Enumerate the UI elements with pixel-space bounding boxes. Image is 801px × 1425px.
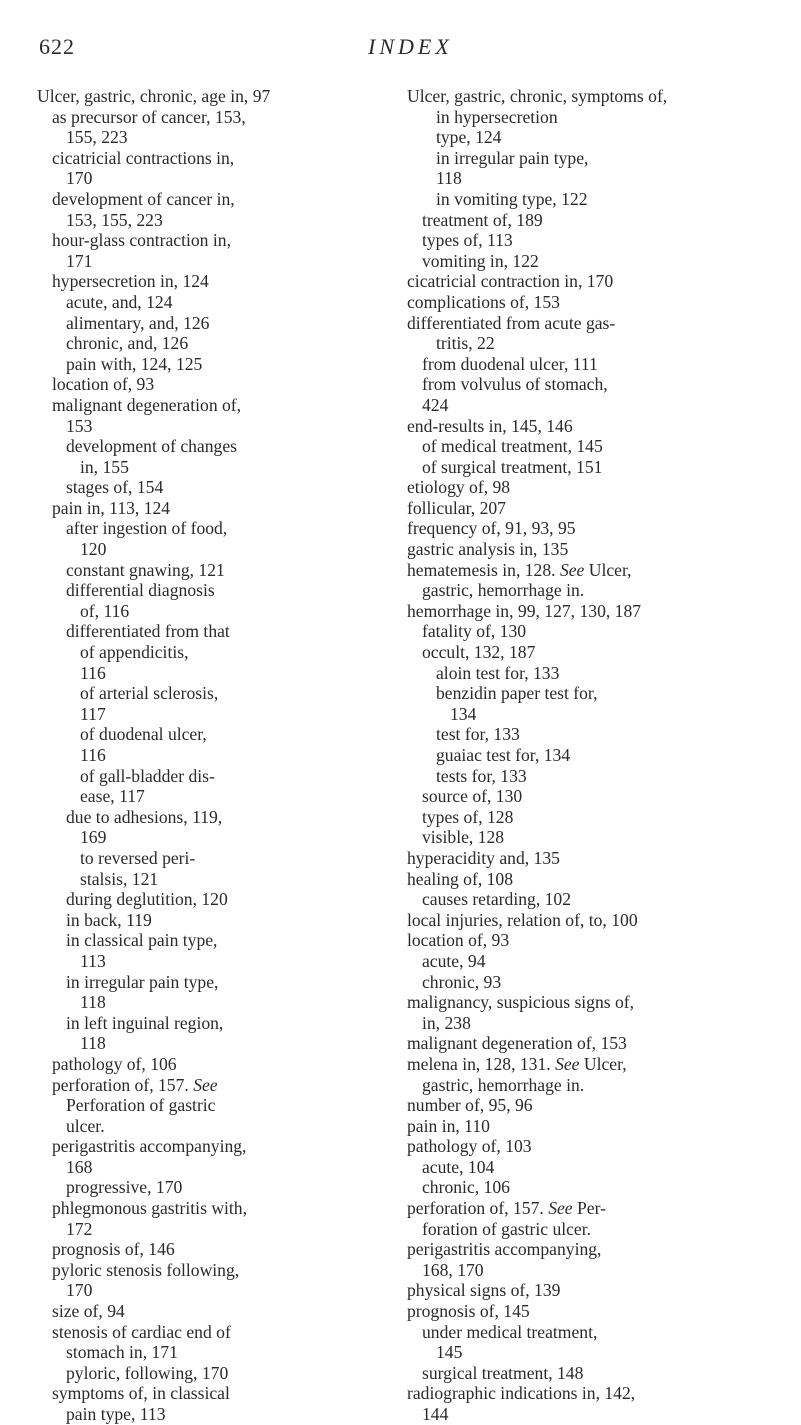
index-entry: development of cancer in,: [52, 188, 235, 209]
index-entry: 144: [422, 1404, 449, 1424]
index-entry: melena in, 128, 131. See Ulcer,: [407, 1053, 627, 1074]
index-entry: to reversed peri-: [80, 847, 196, 868]
index-entry: 145: [436, 1342, 463, 1363]
index-entry: tests for, 133: [436, 765, 527, 786]
index-entry: 424: [422, 394, 449, 415]
index-entry: in, 155: [80, 456, 129, 477]
index-entry: causes retarding, 102: [422, 889, 572, 910]
index-entry: gastric, hemorrhage in.: [422, 580, 585, 601]
index-entry: during deglutition, 120: [66, 889, 228, 910]
index-entry: of surgical treatment, 151: [422, 456, 603, 477]
index-entry: benzidin paper test for,: [436, 683, 598, 704]
page-number: 622: [39, 34, 75, 59]
index-entry: malignant degeneration of,: [52, 394, 242, 415]
index-entry: etiology of, 98: [407, 477, 511, 498]
index-entry: 118: [436, 168, 462, 189]
index-entry: chronic, and, 126: [66, 333, 189, 354]
index-entry: pain in, 110: [407, 1115, 490, 1136]
index-entry: location of, 93: [407, 930, 510, 951]
index-entry: number of, 95, 96: [407, 1095, 533, 1116]
index-entry: perforation of, 157. See: [52, 1074, 218, 1095]
index-entry: occult, 132, 187: [422, 642, 536, 663]
index-entry: 116: [80, 745, 106, 765]
index-entry: differentiated from acute gas-: [407, 312, 616, 333]
index-entry: tritis, 22: [436, 333, 495, 354]
index-entry: Ulcer, gastric, chronic, symptoms of,: [407, 86, 668, 106]
index-entry: local injuries, relation of, to, 100: [407, 909, 638, 930]
index-entry: symptoms of, in classical: [52, 1383, 230, 1404]
index-entry: 120: [80, 539, 107, 560]
index-entry: types of, 113: [422, 230, 513, 251]
index-entry: follicular, 207: [407, 497, 506, 518]
index-entry: source of, 130: [422, 786, 523, 807]
index-entry: cicatricial contractions in,: [52, 147, 235, 168]
index-entry: after ingestion of food,: [66, 518, 228, 539]
index-entry: 168, 170: [422, 1259, 484, 1280]
index-entry: in, 238: [422, 1012, 471, 1033]
index-entry: 116: [80, 662, 106, 683]
index-entry: under medical treatment,: [422, 1321, 598, 1342]
index-entry: pathology of, 106: [52, 1053, 177, 1074]
index-entry: of appendicitis,: [80, 642, 189, 663]
index-entry: 170: [66, 168, 93, 189]
index-entry: pain type, 113: [66, 1404, 166, 1424]
index-entry: 113: [80, 950, 106, 971]
index-entry: development of changes: [66, 436, 237, 457]
index-entry: pain in, 113, 124: [52, 497, 171, 518]
index-entry: in vomiting type, 122: [436, 188, 588, 209]
index-entry: stomach in, 171: [66, 1342, 178, 1363]
index-entry: test for, 133: [436, 724, 520, 745]
index-entry: perigastritis accompanying,: [407, 1239, 602, 1260]
index-entry: malignant degeneration of, 153: [407, 1033, 627, 1054]
index-entry: hematemesis in, 128. See Ulcer,: [407, 559, 632, 580]
index-entry: 171: [66, 250, 93, 271]
index-entry: from duodenal ulcer, 111: [422, 353, 598, 374]
index-entry: visible, 128: [422, 827, 505, 848]
index-column-left: [37, 86, 382, 1425]
index-entry: in hypersecretion: [436, 106, 558, 127]
index-entry: types of, 128: [422, 806, 514, 827]
index-entry: pyloric, following, 170: [66, 1362, 229, 1383]
index-entry: physical signs of, 139: [407, 1280, 561, 1301]
index-entry: type, 124: [436, 127, 502, 148]
index-entry: constant gnawing, 121: [66, 559, 225, 580]
index-entry: 134: [450, 703, 477, 724]
page-header: [0, 34, 801, 74]
index-entry: 169: [80, 827, 107, 848]
index-entry: perforation of, 157. See Per-: [407, 1198, 606, 1219]
index-entry: Ulcer, gastric, chronic, age in, 97: [37, 86, 271, 106]
index-entry: differential diagnosis: [66, 580, 215, 601]
index-entry: aloin test for, 133: [436, 662, 560, 683]
index-entry: pain with, 124, 125: [66, 353, 203, 374]
index-entry: 153, 155, 223: [66, 209, 163, 230]
index-entry: of duodenal ulcer,: [80, 724, 207, 745]
index-entry: treatment of, 189: [422, 209, 543, 230]
index-entry: gastric analysis in, 135: [407, 539, 569, 560]
index-entry: acute, 104: [422, 1156, 495, 1177]
index-entry: of arterial sclerosis,: [80, 683, 219, 704]
index-entry: differentiated from that: [66, 621, 230, 642]
index-entry: alimentary, and, 126: [66, 312, 210, 333]
index-column-right: [407, 86, 779, 1425]
index-entry: of, 116: [80, 600, 130, 621]
index-entry: due to adhesions, 119,: [66, 806, 223, 827]
index-entry: radiographic indications in, 142,: [407, 1383, 636, 1404]
index-entry: chronic, 106: [422, 1177, 510, 1198]
index-entry: hyperacidity and, 135: [407, 847, 560, 868]
index-entry: in irregular pain type,: [436, 147, 589, 168]
index-entry: complications of, 153: [407, 291, 560, 312]
index-entry: location of, 93: [52, 374, 155, 395]
index-entry: foration of gastric ulcer.: [422, 1218, 592, 1239]
index-entry: in irregular pain type,: [66, 971, 219, 992]
index-entry: Perforation of gastric: [66, 1095, 216, 1116]
index-entry: ease, 117: [80, 786, 145, 807]
index-entry: stalsis, 121: [80, 868, 159, 889]
index-entry: acute, and, 124: [66, 291, 173, 312]
index-entry: 168: [66, 1156, 93, 1177]
index-entry: 155, 223: [66, 127, 128, 148]
index-entry: as precursor of cancer, 153,: [52, 106, 246, 127]
index-entry: prognosis of, 146: [52, 1239, 175, 1260]
running-title: INDEX: [368, 34, 453, 59]
index-entry: ulcer.: [66, 1115, 105, 1136]
index-entry: fatality of, 130: [422, 621, 527, 642]
index-entry: pyloric stenosis following,: [52, 1259, 240, 1280]
index-entry: 170: [66, 1280, 93, 1301]
index-entry: perigastritis accompanying,: [52, 1136, 247, 1157]
index-entry: vomiting in, 122: [422, 250, 539, 271]
index-entry: in back, 119: [66, 909, 152, 930]
index-entry: stenosis of cardiac end of: [52, 1321, 231, 1342]
index-entry: hour-glass contraction in,: [52, 230, 231, 251]
index-entry: of medical treatment, 145: [422, 436, 603, 457]
index-entry: 118: [80, 1033, 106, 1054]
index-entry: 172: [66, 1218, 93, 1239]
index-entry: malignancy, suspicious signs of,: [407, 992, 635, 1013]
index-entry: prognosis of, 145: [407, 1301, 530, 1322]
index-entry: frequency of, 91, 93, 95: [407, 518, 576, 539]
index-entry: in classical pain type,: [66, 930, 218, 951]
index-entry: 117: [80, 703, 106, 724]
index-entry: acute, 94: [422, 950, 486, 971]
index-entry: end-results in, 145, 146: [407, 415, 573, 436]
index-entry: pathology of, 103: [407, 1136, 532, 1157]
index-entry: gastric, hemorrhage in.: [422, 1074, 585, 1095]
index-entry: 153: [66, 415, 93, 436]
index-entry: surgical treatment, 148: [422, 1362, 584, 1383]
index-entry: healing of, 108: [407, 868, 514, 889]
index-entry: stages of, 154: [66, 477, 164, 498]
index-entry: of gall-bladder dis-: [80, 765, 215, 786]
index-entry: cicatricial contraction in, 170: [407, 271, 614, 292]
index-entry: in left inguinal region,: [66, 1012, 224, 1033]
index-entry: from volvulus of stomach,: [422, 374, 608, 395]
index-entry: phlegmonous gastritis with,: [52, 1198, 247, 1219]
index-entry: hemorrhage in, 99, 127, 130, 187: [407, 600, 642, 621]
index-entry: guaiac test for, 134: [436, 745, 571, 765]
index-entry: progressive, 170: [66, 1177, 183, 1198]
index-entry: size of, 94: [52, 1301, 125, 1322]
index-entry: 118: [80, 992, 106, 1013]
index-entry: chronic, 93: [422, 971, 502, 992]
index-entry: hypersecretion in, 124: [52, 271, 209, 292]
